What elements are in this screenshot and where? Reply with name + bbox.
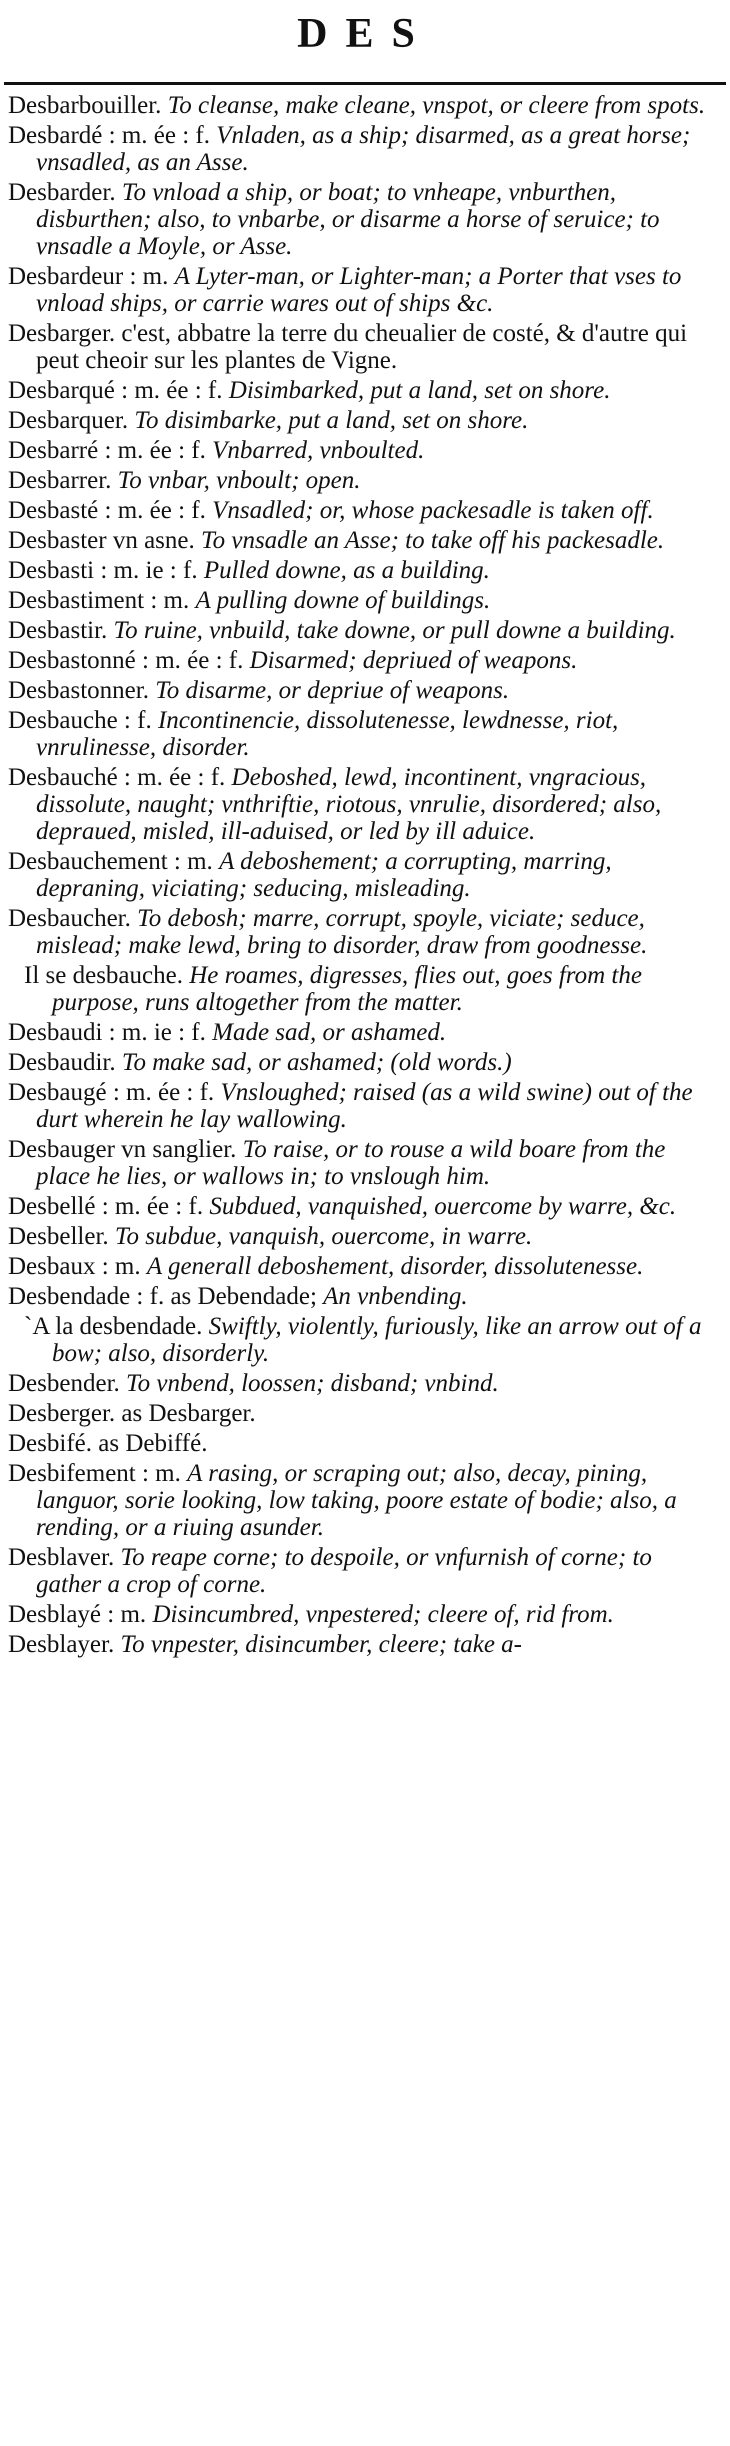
dictionary-entry <box>8 557 720 584</box>
entry-headword: Desbifement <box>8 1460 136 1487</box>
entry-definition: To vnbend, loossen; disband; vnbind. <box>126 1370 499 1397</box>
entry-headword: Desbauche <box>8 707 118 734</box>
entry-headword: Desbeller. <box>8 1223 109 1250</box>
dictionary-entry <box>8 1193 720 1220</box>
entry-grammar: : m. ée : f. <box>101 1193 204 1220</box>
entry-definition: To disimbarke, put a land, set on shore. <box>134 407 529 434</box>
entry-grammar: : m. <box>107 1601 147 1628</box>
dictionary-entry <box>8 1253 720 1280</box>
entry-grammar: c'est, abbatre la terre du cheualier de costé, & d'autre qui peut cheoir sur les plantes de Vigne. <box>36 320 688 374</box>
entry-definition: Vnladen, as a ship; disarmed, as a great horse; vnsadled, as an Asse. <box>36 122 691 176</box>
dictionary-entry <box>8 1460 720 1541</box>
dictionary-entry <box>8 122 720 176</box>
dictionary-entry <box>8 764 720 845</box>
dictionary-entry <box>8 263 720 317</box>
entry-headword: Desbaucher. <box>8 905 131 932</box>
entry-headword: Desbaster vn asne. <box>8 527 195 554</box>
dictionary-entry <box>8 962 720 1016</box>
entry-grammar: : m. ée : f. <box>123 764 226 791</box>
entry-definition: Vnsadled; or, whose packesadle is taken off. <box>212 497 654 524</box>
entry-headword: Desbardeur <box>8 263 124 290</box>
entry-definition: To ruine, vnbuild, take downe, or pull downe a building. <box>113 617 676 644</box>
entry-headword: Desbarré <box>8 437 99 464</box>
entry-grammar: : m. <box>101 1253 141 1280</box>
entry-headword: Desbauger vn sanglier. <box>8 1136 237 1163</box>
dictionary-entry <box>8 527 720 554</box>
entry-definition: To vnload a ship, or boat; to vnheape, vnburthen, disburthen; also, to vnbarbe, or disarme a horse of seruice; to vnsadle a Moyle, or Asse. <box>36 179 660 260</box>
entry-headword: Desberger. <box>8 1400 116 1427</box>
dictionary-entry <box>8 497 720 524</box>
entry-headword: Desbarbouiller. <box>8 92 162 119</box>
entry-headword: Desbasti <box>8 557 95 584</box>
entry-definition: He roames, digresses, flies out, goes from the purpose, runs altogether from the matter. <box>52 962 642 1016</box>
entry-headword: Desbauché <box>8 764 118 791</box>
entry-headword: Desbaudi <box>8 1019 103 1046</box>
entry-headword: Desbasté <box>8 497 99 524</box>
dictionary-entry <box>8 1283 720 1310</box>
entry-grammar: : f. as Debendade; <box>136 1283 317 1310</box>
dictionary-entry <box>8 1313 720 1367</box>
entry-headword: Desbaux <box>8 1253 96 1280</box>
entry-grammar: : m. <box>129 263 169 290</box>
entry-definition: Vnbarred, vnboulted. <box>212 437 425 464</box>
dictionary-entry <box>8 407 720 434</box>
entry-definition: To raise, or to rouse a wild boare from the place he lies, or wallows in; to vnslough him. <box>36 1136 666 1190</box>
dictionary-entry <box>8 437 720 464</box>
entry-grammar: as Desbarger. <box>121 1400 256 1427</box>
entry-definition: A Lyter-man, or Lighter-man; a Porter that vses to vnload ships, or carrie wares out of ships &c. <box>36 263 682 317</box>
dictionary-entry <box>8 1079 720 1133</box>
entry-headword: Desbarqué <box>8 377 115 404</box>
entry-headword: Desbender. <box>8 1370 120 1397</box>
entry-headword: Desbarger. <box>8 320 116 347</box>
entry-definition: To subdue, vanquish, ouercome, in warre. <box>114 1223 533 1250</box>
entry-definition: A deboshement; a corrupting, marring, depraning, viciating; seducing, misleading. <box>36 848 612 902</box>
dictionary-entry <box>8 1136 720 1190</box>
entry-definition: To debosh; marre, corrupt, spoyle, viciate; seduce, mislead; make lewd, bring to disorder, draw from goodnesse. <box>36 905 648 959</box>
entry-definition: Vnsloughed; raised (as a wild swine) out of the durt wherein he lay wallowing. <box>36 1079 693 1133</box>
entry-headword: Desblaver. <box>8 1544 115 1571</box>
dictionary-entry <box>8 92 720 119</box>
entry-grammar: : m. <box>141 1460 181 1487</box>
entry-definition: To vnpester, disincumber, cleere; take a- <box>120 1631 522 1658</box>
entry-definition: Made sad, or ashamed. <box>212 1019 447 1046</box>
entry-definition: Swiftly, violently, furiously, like an arrow out of a bow; also, disorderly. <box>52 1313 702 1367</box>
dictionary-entry <box>8 647 720 674</box>
dictionary-entry <box>8 320 720 374</box>
page-header <box>0 0 730 78</box>
entry-grammar: as Debiffé. <box>98 1430 208 1457</box>
header-rule <box>4 82 726 85</box>
entry-definition: To vnbar, vnboult; open. <box>117 467 361 494</box>
entry-grammar: : m. ie : f. <box>100 557 198 584</box>
dictionary-entry <box>8 179 720 260</box>
entry-grammar: : m. ée : f. <box>142 647 244 674</box>
entry-definition: An vnbending. <box>323 1283 468 1310</box>
dictionary-entry <box>8 1400 720 1427</box>
dictionary-entry <box>8 377 720 404</box>
entry-definition: To cleanse, make cleane, vnspot, or cleere from spots. <box>167 92 706 119</box>
dictionary-entry <box>8 905 720 959</box>
entry-headword: Desbardé <box>8 122 103 149</box>
dictionary-entry <box>8 1631 720 1658</box>
entry-headword: `A la desbendade. <box>24 1313 203 1340</box>
entry-definition: Incontinencie, dissolutenesse, lewdnesse, riot, vnrulinesse, disorder. <box>36 707 619 761</box>
dictionary-entry <box>8 587 720 614</box>
entry-headword: Il se desbauche. <box>24 962 183 989</box>
entry-headword: Desbauchement <box>8 848 168 875</box>
page-title: DES <box>297 11 433 57</box>
entry-grammar: : f. <box>123 707 152 734</box>
entry-definition: Deboshed, lewd, incontinent, vngracious, dissolute, naught; vnthriftie, riotous, vnrulie, disordered; also, depraued, misled, ill-aduised, or led by ill aduice. <box>36 764 662 845</box>
entry-grammar: : m. ée : f. <box>112 1079 215 1106</box>
entry-grammar: : m. <box>173 848 213 875</box>
entry-headword: Desbarrer. <box>8 467 112 494</box>
entry-definition: A generall deboshement, disorder, dissolutenesse. <box>146 1253 644 1280</box>
entry-headword: Desbastiment <box>8 587 145 614</box>
entry-definition: Disincumbred, vnpestered; cleere of, rid from. <box>152 1601 614 1628</box>
entry-grammar: : m. <box>150 587 190 614</box>
dictionary-entry <box>8 1370 720 1397</box>
dictionary-entry <box>8 1223 720 1250</box>
entry-headword: Desbarquer. <box>8 407 129 434</box>
entry-definition: A rasing, or scraping out; also, decay, pining, languor, sorie looking, low taking, poore estate of bodie; also, a rending, or a riuing asunder. <box>36 1460 677 1541</box>
dictionary-entry <box>8 1019 720 1046</box>
entry-headword: Desbaudir. <box>8 1049 116 1076</box>
entry-definition: A pulling downe of buildings. <box>195 587 491 614</box>
entry-headword: Desbendade <box>8 1283 131 1310</box>
dictionary-entry <box>8 467 720 494</box>
entry-grammar: : m. ée : f. <box>104 497 206 524</box>
entry-headword: Desblayer. <box>8 1631 115 1658</box>
entry-definition: Pulled downe, as a building. <box>203 557 490 584</box>
entry-definition: Disimbarked, put a land, set on shore. <box>228 377 611 404</box>
dictionary-entry <box>8 1544 720 1598</box>
entry-headword: Desbaugé <box>8 1079 107 1106</box>
entry-headword: Desblayé <box>8 1601 102 1628</box>
entry-grammar: : m. ie : f. <box>108 1019 206 1046</box>
entry-headword: Desbellé <box>8 1193 96 1220</box>
entry-headword: Desbastir. <box>8 617 108 644</box>
entry-definition: Disarmed; depriued of weapons. <box>249 647 578 674</box>
entry-headword: Desbastonné <box>8 647 136 674</box>
dictionary-entry <box>8 848 720 902</box>
entry-grammar: : m. ée : f. <box>108 122 211 149</box>
entry-headword: Desbarder. <box>8 179 116 206</box>
dictionary-entry <box>8 677 720 704</box>
entry-definition: To reape corne; to despoile, or vnfurnish of corne; to gather a crop of corne. <box>36 1544 652 1598</box>
entry-definition: To vnsadle an Asse; to take off his packesadle. <box>201 527 665 554</box>
entry-grammar: : m. ée : f. <box>121 377 223 404</box>
dictionary-entry <box>8 707 720 761</box>
dictionary-entry <box>8 617 720 644</box>
entry-definition: To disarme, or depriue of weapons. <box>155 677 510 704</box>
entry-headword: Desbifé. <box>8 1430 92 1457</box>
entry-definition: To make sad, or ashamed; (old words.) <box>121 1049 512 1076</box>
entry-grammar: : m. ée : f. <box>104 437 206 464</box>
dictionary-entry <box>8 1601 720 1628</box>
entry-definition: Subdued, vanquished, ouercome by warre, &c. <box>209 1193 677 1220</box>
dictionary-entry <box>8 1430 720 1457</box>
entry-headword: Desbastonner. <box>8 677 149 704</box>
entry-list <box>8 92 720 1661</box>
dictionary-entry <box>8 1049 720 1076</box>
